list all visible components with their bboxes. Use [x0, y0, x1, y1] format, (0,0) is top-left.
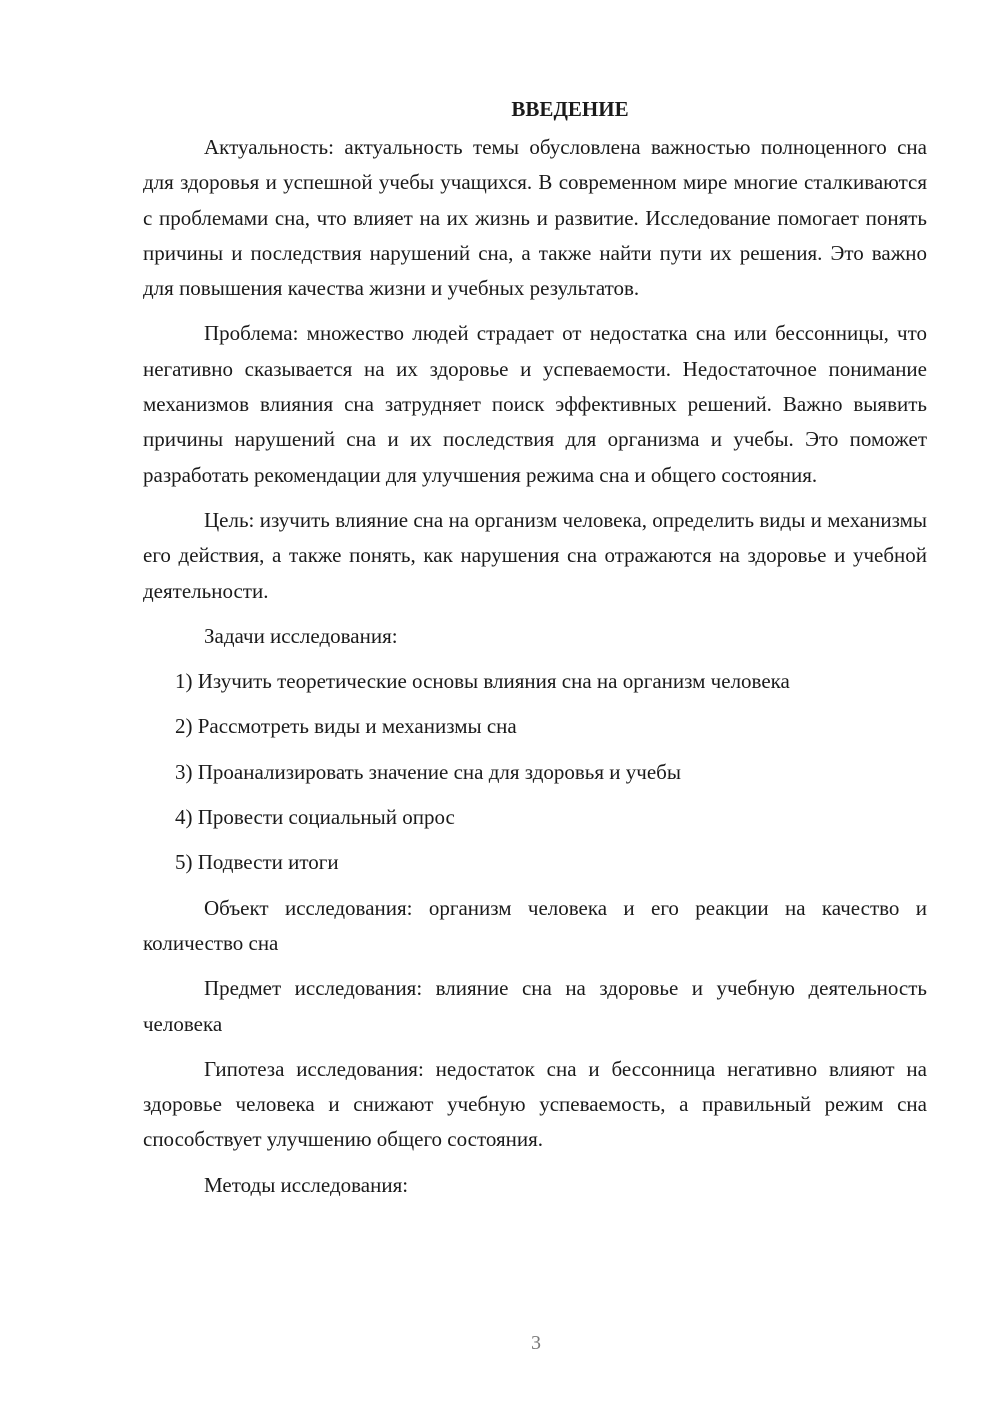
- page-title: ВВЕДЕНИЕ: [511, 97, 629, 121]
- task-item-3: 3) Проанализировать значение сна для здоровья и учебы: [175, 759, 681, 784]
- task-item-4: 4) Провести социальный опрос: [175, 805, 455, 830]
- problem-paragraph: Проблема: множество людей страдает от недостатка сна или бессонницы, что негативно сказывается на их здоровье и успеваемости. Недостаточное понимание механизмов влияния сна затрудняет поиск эффективных решений. Важно выявить причины нарушений сна и их последствия для организма и учебы. Это поможет разработать рекомендации для улучшения режима сна и общего состояния.: [143, 321, 927, 487]
- object-paragraph: Объект исследования: организм человека и его реакции на качество и количество сна: [143, 895, 927, 955]
- task-item-2: 2) Рассмотреть виды и механизмы сна: [175, 714, 517, 739]
- hypothesis-paragraph: Гипотеза исследования: недостаток сна и бессонница негативно влияют на здоровье человека и снижают учебную успеваемость, а правильный режим сна способствует улучшению общего состояния.: [143, 1056, 927, 1152]
- tasks-heading: Задачи исследования:: [204, 623, 398, 648]
- methods-heading: Методы исследования:: [204, 1172, 409, 1197]
- subject-paragraph: Предмет исследования: влияние сна на здоровье и учебную деятельность человека: [143, 976, 927, 1036]
- page-number: 3: [531, 1332, 541, 1354]
- task-item-1: 1) Изучить теоретические основы влияния сна на организм человека: [175, 669, 790, 694]
- document-page: [143, 88, 927, 1203]
- goal-paragraph: Цель: изучить влияние сна на организм человека, определить виды и механизмы его действия, а также понять, как нарушения сна отражаются на здоровье и учебной деятельности.: [143, 507, 927, 603]
- relevance-paragraph: Актуальность: актуальность темы обусловлена важностью полноценного сна для здоровья и успешной учебы учащихся. В современном мире многие сталкиваются с проблемами сна, что влияет на их жизнь и развитие. Исследование помогает понять причины и последствия нарушений сна, а также найти пути их решения. Это важно для повышения качества жизни и учебных результатов.: [143, 135, 927, 301]
- task-item-5: 5) Подвести итоги: [175, 850, 339, 875]
